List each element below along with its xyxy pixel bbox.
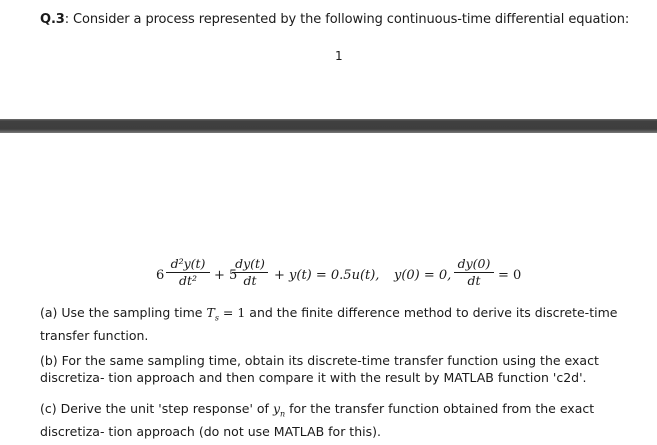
eq-rest: + y(t) = 0.5u(t),: [274, 268, 380, 283]
frac3-denominator: dt: [467, 273, 481, 288]
frac2-numerator: dy(t): [232, 257, 268, 273]
part-a: [40, 304, 645, 344]
question-intro: : Consider a process represented by the following continuous-time differential equation:: [64, 12, 630, 27]
eq-plus-5: + 5: [214, 268, 238, 283]
part-b: (b) For the same sampling time, obtain its discrete-time transfer function using the exact discretiza- tion approach and then compare it with the result by MATLAB function 'c2d'.: [40, 353, 599, 385]
part-c: [40, 400, 645, 440]
first-derivative-fraction: [232, 257, 268, 288]
part-a-prefix: (a) Use the sampling time: [40, 305, 207, 320]
eq-coef-6: 6: [156, 268, 165, 283]
initial-derivative-fraction: [454, 257, 494, 288]
part-c-prefix: (c) Derive the unit 'step response' of: [40, 401, 273, 416]
frac2-denominator: dt: [243, 273, 257, 288]
part-a-math-sub: s: [214, 313, 219, 323]
part-a-math: T: [206, 305, 215, 320]
question-label: Q.3: [40, 12, 65, 27]
frac1-numerator: d²y(t): [166, 257, 210, 273]
frac3-numerator: dy(0): [454, 257, 494, 273]
part-c-math: y: [272, 401, 280, 416]
frac1-denominator: dt²: [178, 273, 198, 288]
part-c-suffix: for the transfer function obtained from the exact discretiza- tion approach (do not use MATLAB for this).: [40, 401, 595, 439]
page-number: 1: [335, 49, 343, 63]
eq-initial-condition-1: y(0) = 0,: [394, 268, 452, 283]
eq-equals-zero: = 0: [498, 268, 522, 283]
part-c-math-sub: n: [280, 409, 286, 419]
differential-equation: [156, 257, 536, 297]
question-heading: [40, 12, 629, 27]
part-a-suffix: and the finite difference method to derive its discrete-time transfer function.: [40, 305, 618, 343]
second-derivative-fraction: [166, 257, 210, 288]
part-a-math-tail: = 1: [218, 305, 246, 320]
page-divider: [0, 119, 657, 133]
